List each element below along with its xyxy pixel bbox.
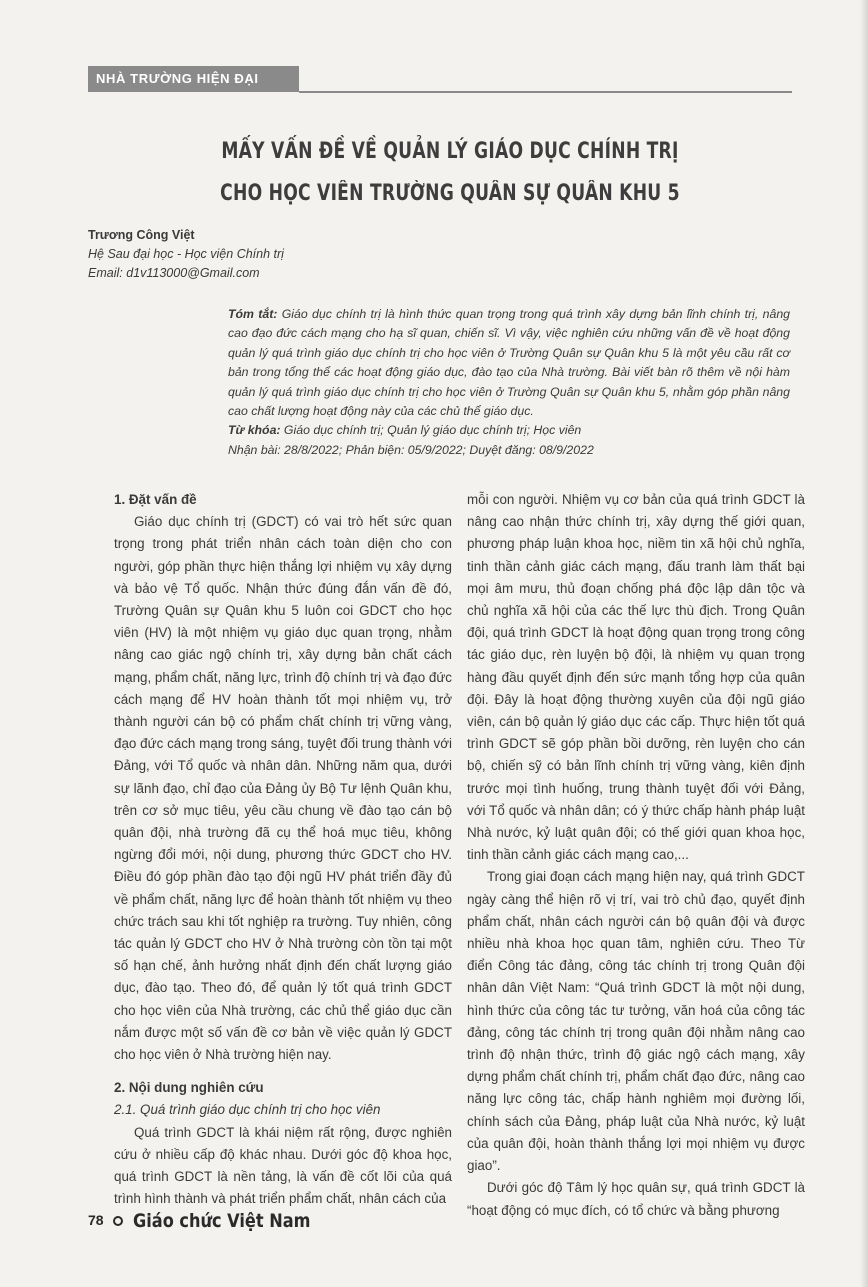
keywords-paragraph: [228, 421, 790, 440]
dates-line: Nhận bài: 28/8/2022; Phản biện: 05/9/2022; Duyệt đăng: 08/9/2022: [228, 442, 594, 457]
circle-bullet-icon: [113, 1216, 123, 1226]
section-rule: [299, 91, 792, 93]
author-name: Trương Công Việt: [88, 228, 195, 242]
abstract-text: Giáo dục chính trị là hình thức quan trọng trong quá trình xây dựng bản lĩnh chính trị, nâng cao đạo đức cách mạng cho hạ sĩ quan, chiến sĩ. Vì vậy, việc nghiên cứu những vấn đề về hoạt động quản lý quá trình giáo dục chính trị cho học viên ở Trường Quân sự Quân khu 5 là một yêu cầu rất cơ bản trong tổng thể các hoạt động giáo dục, đào tạo của Nhà trường. Bài viết bàn rõ thêm về nội hàm quản lý quá trình giáo dục chính trị cho học viên ở Trường Quân sự Quân khu 5, nhằm góp phần nâng cao chất lượng hoạt động này của các chủ thể giáo dục.: [228, 307, 790, 419]
page-number: 78: [88, 1211, 104, 1228]
body-column-right: [467, 489, 805, 1222]
body-paragraph: Trong giai đoạn cách mạng hiện nay, quá trình GDCT ngày càng thể hiện rõ vị trí, vai trò chủ đạo, quyết định phẩm chất, nhân cách người cán bộ quân đội và được nhiều nhà khoa học quan tâm, nghiên cứu. Theo Từ điển Công tác đảng, công tác chính trị trong Quân đội nhân dân Việt Nam: “Quá trình GDCT là một nội dung, hình thức của công tác tư tưởng, văn hoá của công tác đảng, công tác chính trị trong quân đội nhằm nâng cao trình độ nhận thức, trình độ giác ngộ cách mạng, xây dựng phẩm chất chính trị, phẩm chất đạo đức, nâng cao năng lực công tác, chấp hành nghiêm mọi đường lối, chính sách của Đảng, pháp luật của Nhà nước, kỷ luật của quân đội, hoàn thành thắng lợi mọi nhiệm vụ được giao”.: [467, 869, 805, 1174]
page-edge-shadow: [860, 0, 868, 1287]
abstract-block: [228, 305, 790, 460]
section-tag: NHÀ TRƯỜNG HIỆN ĐẠI: [88, 66, 299, 92]
keywords-text: Giáo dục chính trị; Quản lý giáo dục chính trị; Học viên: [280, 423, 582, 438]
heading-introduction: 1. Đặt vấn đề: [114, 492, 197, 507]
body-paragraph: mỗi con người. Nhiệm vụ cơ bản của quá trình GDCT là nâng cao nhận thức chính trị, xây dựng thế giới quan, phương pháp luận khoa học, niềm tin xã hội chủ nghĩa, tinh thần cảnh giác cách mạng, đấu tranh làm thất bại mọi âm mưu, thủ đoạn chống phá độc lập dân tộc và chủ nghĩa xã hội của các thế lực thù địch. Trong Quân đội, quá trình GDCT là hoạt động quan trọng trong công tác giáo dục, rèn luyện bộ đội, là nhiệm vụ quan trọng hàng đầu quyết định đến sức mạnh tổng hợp của quân đội. Đây là hoạt động thường xuyên của đội ngũ giáo viên, cán bộ quản lý giáo dục các cấp. Thực hiện tốt quá trình GDCT sẽ góp phần bồi dưỡng, rèn luyện cho cán bộ, chiến sỹ có bản lĩnh chính trị vững vàng, kiên định trước mọi tình huống, trung thành tuyệt đối với Đảng, với Tổ quốc và nhân dân; có ý thức chấp hành pháp luật Nhà nước, kỷ luật quân đội; có thế giới quan khoa học, tinh thần cảnh giác cách mạng cao,...: [467, 492, 805, 863]
article-title-line-1: MẤY VẤN ĐỀ VỀ QUẢN LÝ GIÁO DỤC CHÍNH TRỊ: [221, 139, 679, 164]
subheading-2-1: 2.1. Quá trình giáo dục chính trị cho học viên: [114, 1102, 381, 1118]
article-title-line-2: CHO HỌC VIÊN TRƯỜNG QUÂN SỰ QUÂN KHU 5: [220, 181, 680, 206]
author-affiliation: Hệ Sau đại học - Học viện Chính trị: [88, 247, 284, 261]
journal-brand: Giáo chức Việt Nam: [133, 1210, 311, 1232]
heading-research-content: 2. Nội dung nghiên cứu: [114, 1080, 264, 1096]
body-paragraph: Dưới góc độ Tâm lý học quân sự, quá trình GDCT là “hoạt động có mục đích, có tổ chức và bằng phương: [467, 1180, 805, 1218]
page-footer: [88, 1210, 342, 1232]
keywords-label: Từ khóa:: [228, 423, 281, 438]
abstract-label: Tóm tắt:: [228, 307, 278, 321]
body-paragraph: Quá trình GDCT là khái niệm rất rộng, được nghiên cứu ở nhiều cấp độ khác nhau. Dưới góc độ khoa học, quá trình GDCT là nền tảng, là vấn đề cốt lõi của quá trình hình thành và phát triển phẩm chất, nhân cách của: [114, 1124, 452, 1207]
body-paragraph: Giáo dục chính trị (GDCT) có vai trò hết sức quan trọng trong phát triển nhân cách toàn diện cho con người, góp phần thực hiện thắng lợi nhiệm vụ xây dựng và bảo vệ Tổ quốc. Nhận thức đúng đắn vấn đề đó, Trường Quân sự Quân khu 5 luôn coi GDCT cho học viên (HV) là một nhiệm vụ giáo dục quan trọng, nhằm nâng cao giác ngộ chính trị, xây dựng bản chất cách mạng, phẩm chất, năng lực, trình độ chính trị và đạo đức cách mạng để HV hoàn thành tốt mọi nhiệm vụ, trở thành người cán bộ có phẩm chất chính trị vững vàng, đạo đức cách mạng trong sáng, tuyệt đối trung thành với Đảng, với Tổ quốc và nhân dân. Những năm qua, dưới sự lãnh đạo, chỉ đạo của Đảng ủy Bộ Tư lệnh Quân khu, trên cơ sở mục tiêu, yêu cầu chung về đào tạo cán bộ quân đội, nhà trường đã cụ thể hoá mục tiêu, không ngừng đổi mới, nội dung, phương thức GDCT cho HV. Điều đó góp phần đào tạo đội ngũ HV phát triển đầy đủ về phẩm chất, năng lực để hoàn thành tốt nhiệm vụ theo chức trách sau khi tốt nghiệp ra trường. Tuy nhiên, công tác quản lý GDCT cho HV ở Nhà trường còn tồn tại một số hạn chế, ảnh hưởng nhất định đến chất lượng giáo dục, đào tạo. Theo đó, để quản lý tốt quá trình GDCT cho học viên của Nhà trường, các chủ thể giáo dục cần nắm được một số vấn đề cơ bản về việc quản lý GDCT cho học viên ở Nhà trường hiện nay.: [114, 514, 453, 1063]
author-email: Email: d1v113000@Gmail.com: [88, 266, 260, 280]
abstract-paragraph: [228, 305, 790, 421]
body-column-left: [114, 489, 452, 1211]
